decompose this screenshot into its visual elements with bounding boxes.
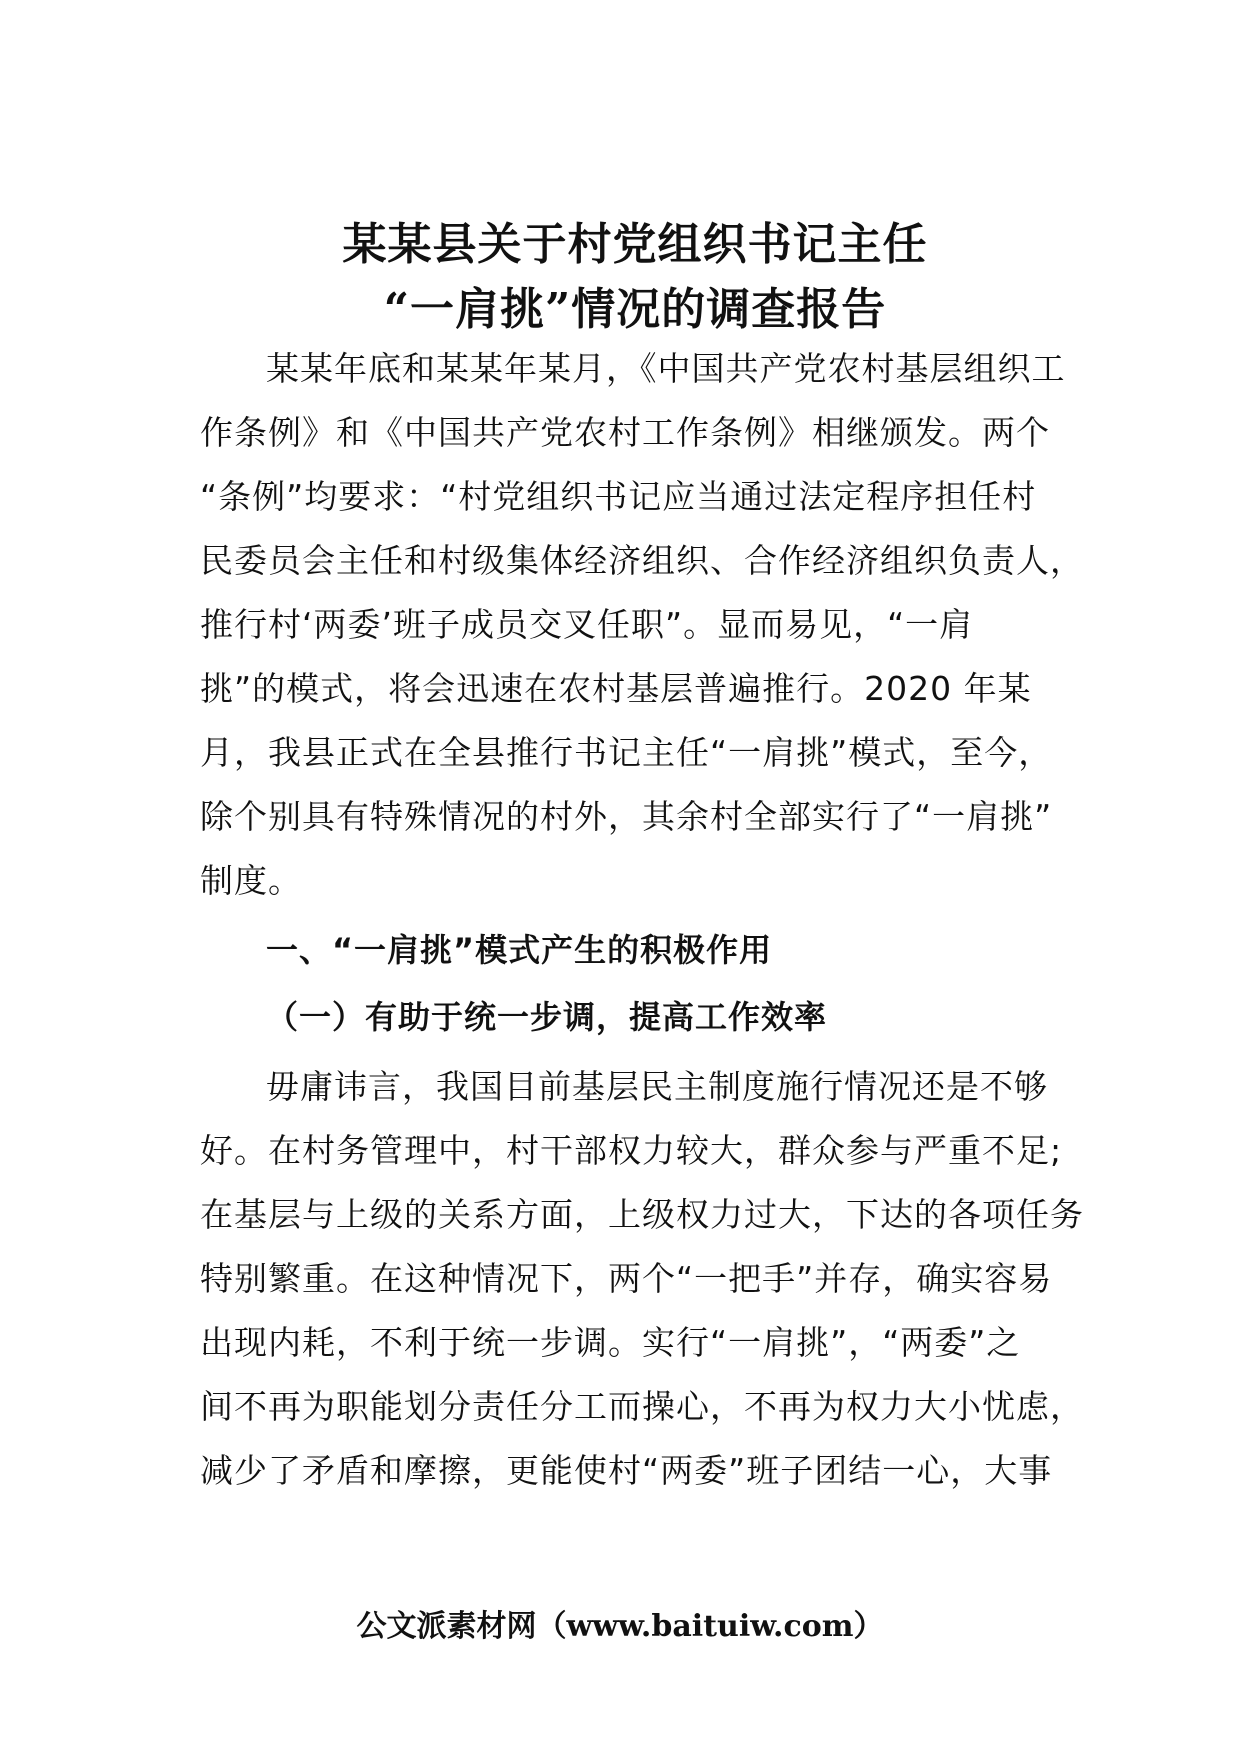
paragraph-line: 某某年底和某某年某月，《中国共产党农村基层组织工 — [266, 349, 1066, 388]
paragraph-line: 好。在村务管理中，村干部权力较大，群众参与严重不足; — [200, 1131, 1063, 1170]
footer-watermark: 公文派素材网（www.baituiw.com） — [356, 1609, 884, 1644]
paragraph-line: 月，我县正式在全县推行书记主任“一肩挑”模式，至今， — [200, 733, 1053, 772]
section-heading: 一、“一肩挑”模式产生的积极作用 — [266, 931, 773, 969]
paragraph-line: 减少了矛盾和摩擦，更能使村“两委”班子团结一心，大事 — [200, 1451, 1053, 1490]
paragraph-line: 毋庸讳言，我国目前基层民主制度施行情况还是不够 — [266, 1067, 1048, 1106]
paragraph-line: 作条例》和《中国共产党农村工作条例》相继颁发。两个 — [200, 413, 1050, 452]
paragraph-line: 除个别具有特殊情况的村外，其余村全部实行了“一肩挑” — [200, 797, 1053, 836]
document-title-line-2: “一肩挑”情况的调查报告 — [383, 284, 887, 335]
paragraph-line: 民委员会主任和村级集体经济组织、合作经济组织负责人， — [200, 541, 1084, 580]
paragraph-line: 在基层与上级的关系方面，上级权力过大，下达的各项任务 — [200, 1195, 1084, 1234]
subsection-heading: （一）有助于统一步调，提高工作效率 — [266, 998, 828, 1036]
paragraph-line: 制度。 — [200, 861, 302, 900]
document-title-line-1: 某某县关于村党组织书记主任 — [342, 219, 928, 270]
paragraph-line: 特别繁重。在这种情况下，两个“一把手”并存，确实容易 — [200, 1259, 1053, 1298]
paragraph-line: 间不再为职能划分责任分工而操心，不再为权力大小忧虑， — [200, 1387, 1084, 1426]
paragraph-line: 推行村‘两委’班子成员交叉任职”。显而易见，“一肩 — [200, 605, 974, 644]
paragraph-line: 出现内耗，不利于统一步调。实行“一肩挑”，“两委”之 — [200, 1323, 1021, 1362]
paragraph-line: 挑”的模式，将会迅速在农村基层普遍推行。2020 年某 — [200, 669, 1032, 708]
paragraph-line: “条例”均要求：“村党组织书记应当通过法定程序担任村 — [200, 477, 1037, 516]
